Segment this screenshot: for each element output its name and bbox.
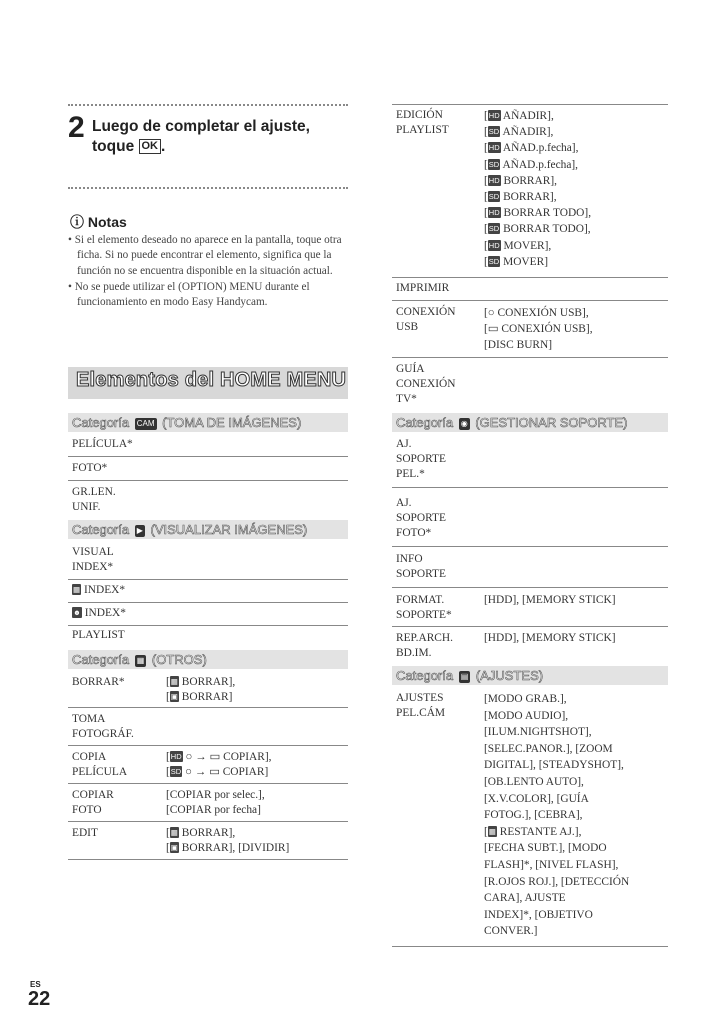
divider (68, 602, 348, 603)
row-rep-arch-name: REP.ARCH. BD.IM. (396, 632, 453, 659)
hd-icon: HD (488, 240, 500, 250)
disc-icon: ○ (487, 307, 495, 319)
category-gestionar-soporte: Categoría ◉ (GESTIONAR SOPORTE) (392, 413, 668, 432)
row-face-index: ☻ INDEX* (73, 607, 126, 619)
camera-icon: CAM (136, 419, 155, 428)
disc-icon: ○ (185, 766, 192, 778)
divider (392, 104, 668, 105)
row-copiar-foto-name: COPIAR FOTO (72, 789, 114, 816)
sd-icon: SD (170, 767, 182, 776)
divider (392, 357, 668, 358)
notes-list (68, 233, 348, 311)
row-aj-soporte-pel: AJ. SOPORTE PEL.* (396, 438, 446, 480)
divider (68, 859, 348, 860)
row-copia-pelicula-values: [HD ○ → ▭ COPIAR], [SD ○ → ▭ COPIAR] (166, 751, 272, 778)
row-borrar-values: [▦ BORRAR], [▣ BORRAR] (166, 676, 236, 703)
row-conexion-usb-values: [○ CONEXIÓN USB], [▭ CONEXIÓN USB], [DISC BURN] (484, 307, 593, 351)
divider (392, 946, 668, 947)
row-guia-conexion-tv: GUÍA CONEXIÓN TV* (396, 363, 456, 405)
play-icon: ▶ (136, 526, 143, 535)
sd-icon: SD (488, 256, 500, 266)
divider (392, 300, 668, 301)
ok-button-icon: OK (139, 139, 162, 154)
photo-icon: ▣ (170, 843, 178, 852)
divider (68, 625, 348, 626)
category-ajustes: Categoría ▤ (AJUSTES) (392, 666, 668, 685)
top-rule-left (68, 104, 348, 106)
row-edicion-playlist-name: EDICIÓN PLAYLIST (396, 109, 449, 136)
card-icon: ▭ (487, 323, 499, 335)
divider (68, 745, 348, 746)
row-imprimir: IMPRIMIR (396, 282, 450, 294)
divider (68, 707, 348, 708)
row-ajustes-pel-cam-values: [MODO GRAB.], [MODO AUDIO], [ILUM.NIGHTSHOT], [SELEC.PANOR.], [ZOOM DIGITAL], [STEADYSHOT], [OB.LENTO AUTO], [X.V.COLOR], [GUÍA FOTOG.], [CEBRA], [▦ RESTANTE AJ.], [FECHA SUBT.], [MODO FLASH]*, [NIVEL FLASH], [R.OJOS ROJ.], [DETECCIÓN CARA], AJUSTE INDEX]*, [OBJETIVO CONVER.] (484, 693, 630, 938)
notes-heading: ⓘ Notas (70, 214, 127, 230)
divider (392, 626, 668, 627)
row-aj-soporte-foto: AJ. SOPORTE FOTO* (396, 497, 446, 539)
movie-icon: ▦ (170, 677, 178, 686)
row-edit-name: EDIT (72, 827, 98, 839)
row-info-soporte: INFO SOPORTE (396, 553, 446, 580)
divider (392, 277, 668, 278)
sd-icon: SD (488, 192, 500, 202)
divider (68, 579, 348, 580)
row-pelicula: PELÍCULA* (72, 438, 133, 450)
row-format-soporte-name: FORMAT. SOPORTE* (396, 594, 452, 621)
category-visualizar-imagenes: Categoría ▶ (VISUALIZAR IMÁGENES) (68, 520, 348, 539)
row-visual-index: VISUAL INDEX* (72, 546, 114, 573)
step-number: 2 (68, 111, 85, 144)
toolbox-icon: ▦ (136, 656, 145, 665)
section-title: Elementos del HOME MENU (76, 369, 347, 391)
page-num: 22 (28, 988, 51, 1010)
row-foto: FOTO* (72, 462, 108, 474)
row-edit-values: [▦ BORRAR], [▣ BORRAR], [DIVIDIR] (166, 827, 290, 854)
row-copia-pelicula-name: COPIA PELÍCULA (72, 751, 128, 778)
note-item: • No se puede utilizar el (OPTION) MENU durante el funcionamiento en modo Easy Handycam. (68, 280, 310, 309)
divider (68, 480, 348, 481)
disc-icon: ○ (185, 751, 193, 763)
divider (68, 821, 348, 822)
row-edicion-playlist-values: [HD AÑADIR], [SD AÑADIR], [HD AÑAD.p.fecha], [SD AÑAD.p.fecha], [HD BORRAR], [SD BORRAR], [HD BORRAR TODO], [SD BORRAR TODO], [HD MOVER], [SD MOVER] (484, 110, 592, 268)
step-text: Luego de completar el ajuste, toque OK . (92, 118, 310, 155)
media-icon: ◉ (460, 419, 468, 428)
row-borrar-name: BORRAR* (72, 676, 125, 688)
sd-icon: SD (488, 224, 500, 234)
row-gr-len: GR.LEN. UNIF. (72, 486, 116, 513)
card-icon: ▭ (209, 751, 221, 763)
sd-icon: SD (488, 127, 500, 137)
photo-icon: ▣ (170, 692, 178, 701)
divider (392, 487, 668, 488)
row-format-soporte-value: [HDD], [MEMORY STICK] (484, 594, 616, 606)
row-rep-arch-value: [HDD], [MEMORY STICK] (484, 632, 616, 644)
row-toma-fotograf: TOMA FOTOGRÁF. (72, 713, 134, 740)
hd-icon: HD (488, 175, 500, 185)
hd-icon: HD (488, 208, 500, 218)
section-header (68, 367, 348, 399)
movie-icon: ▦ (170, 828, 178, 837)
hd-icon: HD (488, 143, 500, 153)
movie-icon: ▦ (488, 826, 496, 836)
divider (68, 456, 348, 457)
category-toma-imagenes: Categoría CAM (TOMA DE IMÁGENES) (68, 413, 348, 432)
toolbox-icon: ▤ (460, 672, 469, 681)
category-otros: Categoría ▦ (OTROS) (68, 650, 348, 669)
page-language: ES (30, 980, 41, 989)
sd-icon: SD (488, 159, 500, 169)
hd-icon: HD (488, 111, 500, 120)
step-2 (68, 111, 348, 157)
divider (392, 546, 668, 547)
hd-icon: HD (170, 752, 182, 761)
face-icon: ☻ (73, 608, 81, 617)
divider (68, 783, 348, 784)
note-item: • Si el elemento deseado no aparece en la pantalla, toque otra ficha. Si no puede encontrar el elemento, significa que la función no se encuentra disponible en la situación actual. (68, 234, 342, 277)
film-roll-icon: ▦ (73, 585, 81, 594)
row-conexion-usb-name: CONEXIÓN USB (396, 306, 456, 333)
step-rule (68, 187, 348, 189)
row-copiar-foto-values: [COPIAR por selec.], [COPIAR por fecha] (166, 789, 265, 816)
notes-icon: ⓘ (70, 214, 84, 230)
card-icon: ▭ (209, 766, 220, 778)
row-grid-index: ▦ INDEX* (73, 584, 126, 596)
divider (392, 587, 668, 588)
row-playlist: PLAYLIST (72, 629, 125, 641)
row-ajustes-pel-cam-name: AJUSTES PEL.CÁM (396, 692, 446, 719)
